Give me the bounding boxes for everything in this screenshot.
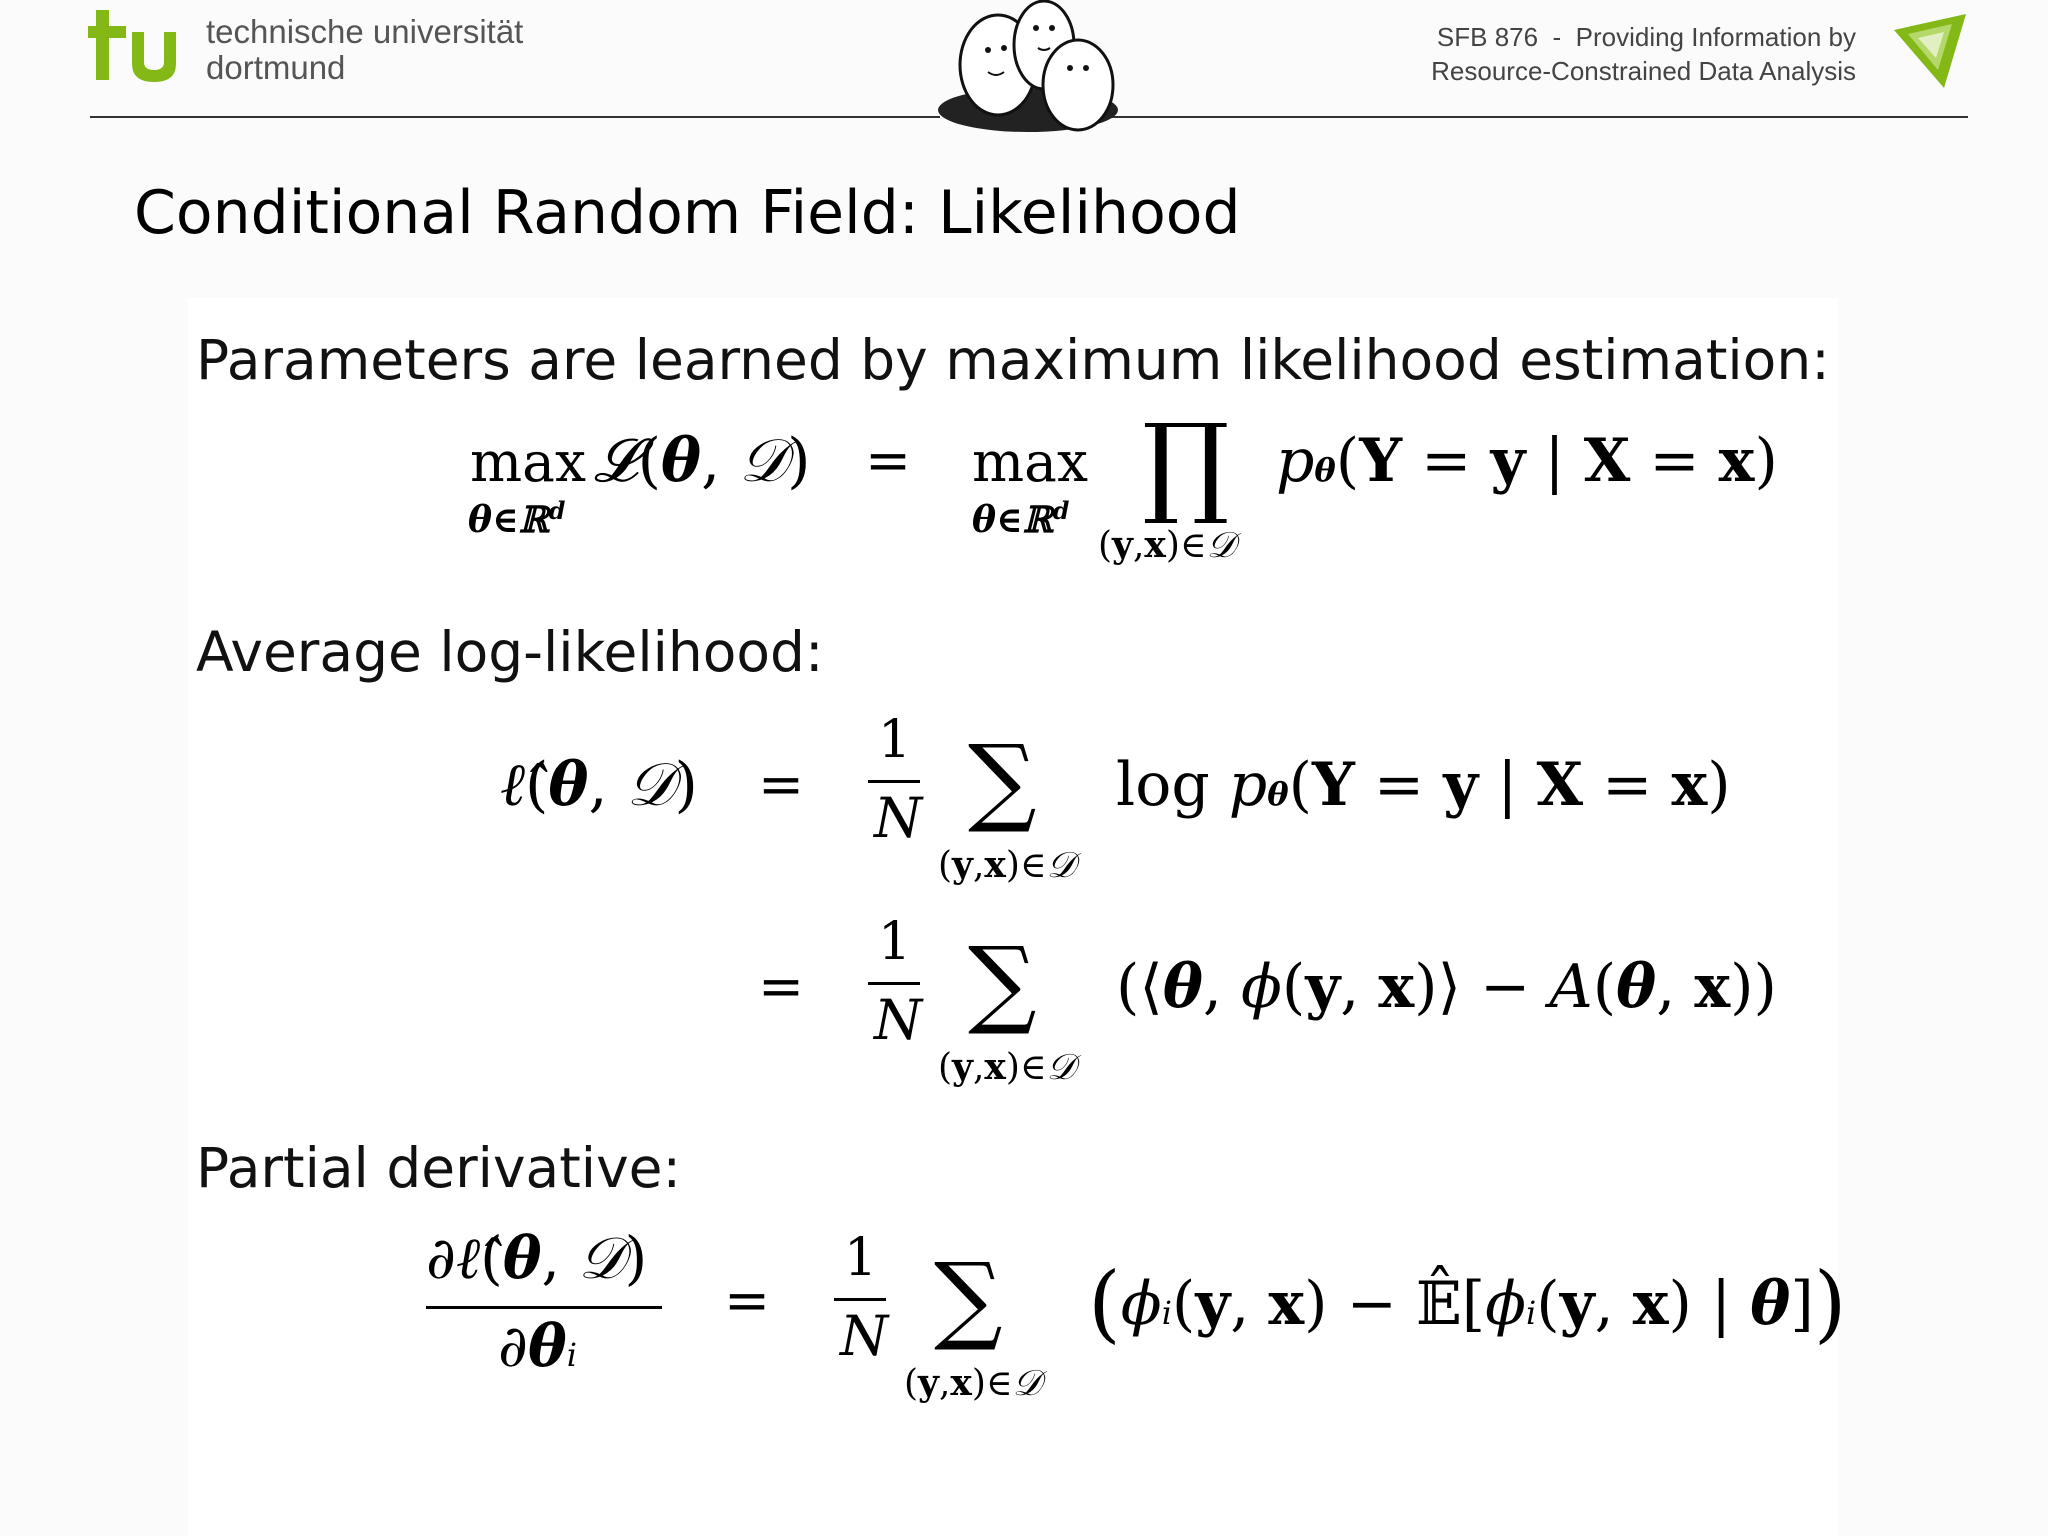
avg-equation-line2 (500, 912, 1800, 1102)
partial-rhs: (ϕi(y, x) − 𝔼̂[ϕi(y, x) | θ]) (1088, 1254, 1847, 1352)
intro-text: Parameters are learned by maximum likelihood estimation: (196, 328, 1830, 392)
sum-symbol-icon: ∑ (934, 1242, 1003, 1354)
sfb-line-1: SFB 876 - Providing Information by (1436, 22, 1856, 52)
avg-rhs-2: (⟨θ, ϕ(y, x)⟩ − A(θ, x)) (1116, 952, 1777, 1022)
frac-bar-1 (868, 780, 920, 783)
sum-symbol-icon: ∑ (968, 926, 1037, 1038)
university-line-2: dortmund (206, 49, 346, 86)
header-rule-left (90, 116, 940, 118)
partial-lhs-den: ∂θi (498, 1312, 577, 1380)
frac-num-2: 1 (878, 912, 912, 972)
university-name (206, 14, 523, 86)
frac-den-3: N (840, 1304, 889, 1368)
avg-equation-line1 (500, 710, 1800, 900)
avg-lhs: ℓ̂(θ, 𝒟) (500, 750, 698, 820)
partial-equals: = (724, 1268, 771, 1332)
partial-lhs-num: ∂ℓ̂(θ, 𝒟) (426, 1224, 648, 1292)
sum-sub-2: (y,x)∈𝒟 (938, 1046, 1076, 1088)
avg-equals-2: = (758, 954, 805, 1018)
avg-rhs-1: log pθ(Y = y | X = x) (1116, 750, 1731, 820)
university-line-1: technische universität (206, 13, 524, 50)
avg-equals-1: = (758, 752, 805, 816)
partial-frac-bar (426, 1306, 662, 1309)
partial-equation (426, 1224, 1847, 1404)
frac-num-1: 1 (878, 710, 912, 770)
partial-text: Partial derivative: (196, 1136, 681, 1200)
avg-text: Average log-likelihood: (196, 620, 824, 684)
mle-prod-sub: (y,x)∈𝒟 (1098, 524, 1236, 566)
frac-den-2: N (874, 988, 923, 1052)
mle-lhs-max: max (470, 430, 586, 494)
mle-rhs-max: max (972, 430, 1088, 494)
tu-dortmund-logo (88, 10, 188, 82)
product-symbol-icon: ∏ (1142, 400, 1230, 528)
frac-bar-2 (868, 982, 920, 985)
mle-lhs-sub: θ∈ℝ$^d$ (468, 496, 566, 541)
slide-title: Conditional Random Field: Likelihood (134, 178, 1241, 248)
mle-rhs-sub: θ∈ℝ$^d$ (972, 496, 1070, 541)
header-rule-right (1112, 116, 1968, 118)
mle-lhs-func: 𝓛(θ, 𝒟) (594, 426, 811, 496)
eggs-mascot-icon (928, 0, 1128, 140)
sfb876-logo (1888, 8, 1972, 92)
sfb-line-2: Resource-Constrained Data Analysis (1431, 56, 1856, 86)
sum-sub-1: (y,x)∈𝒟 (938, 844, 1076, 886)
frac-bar-3 (834, 1298, 886, 1301)
sum-sub-3: (y,x)∈𝒟 (904, 1362, 1042, 1404)
sum-symbol-icon: ∑ (968, 724, 1037, 836)
frac-num-3: 1 (844, 1228, 878, 1288)
mle-equals: = (865, 428, 912, 492)
sfb-caption (1431, 20, 1856, 88)
mle-rhs-prob: pθ(Y = y | X = x) (1276, 426, 1778, 496)
frac-den-1: N (874, 786, 923, 850)
mle-equation (468, 400, 1870, 590)
